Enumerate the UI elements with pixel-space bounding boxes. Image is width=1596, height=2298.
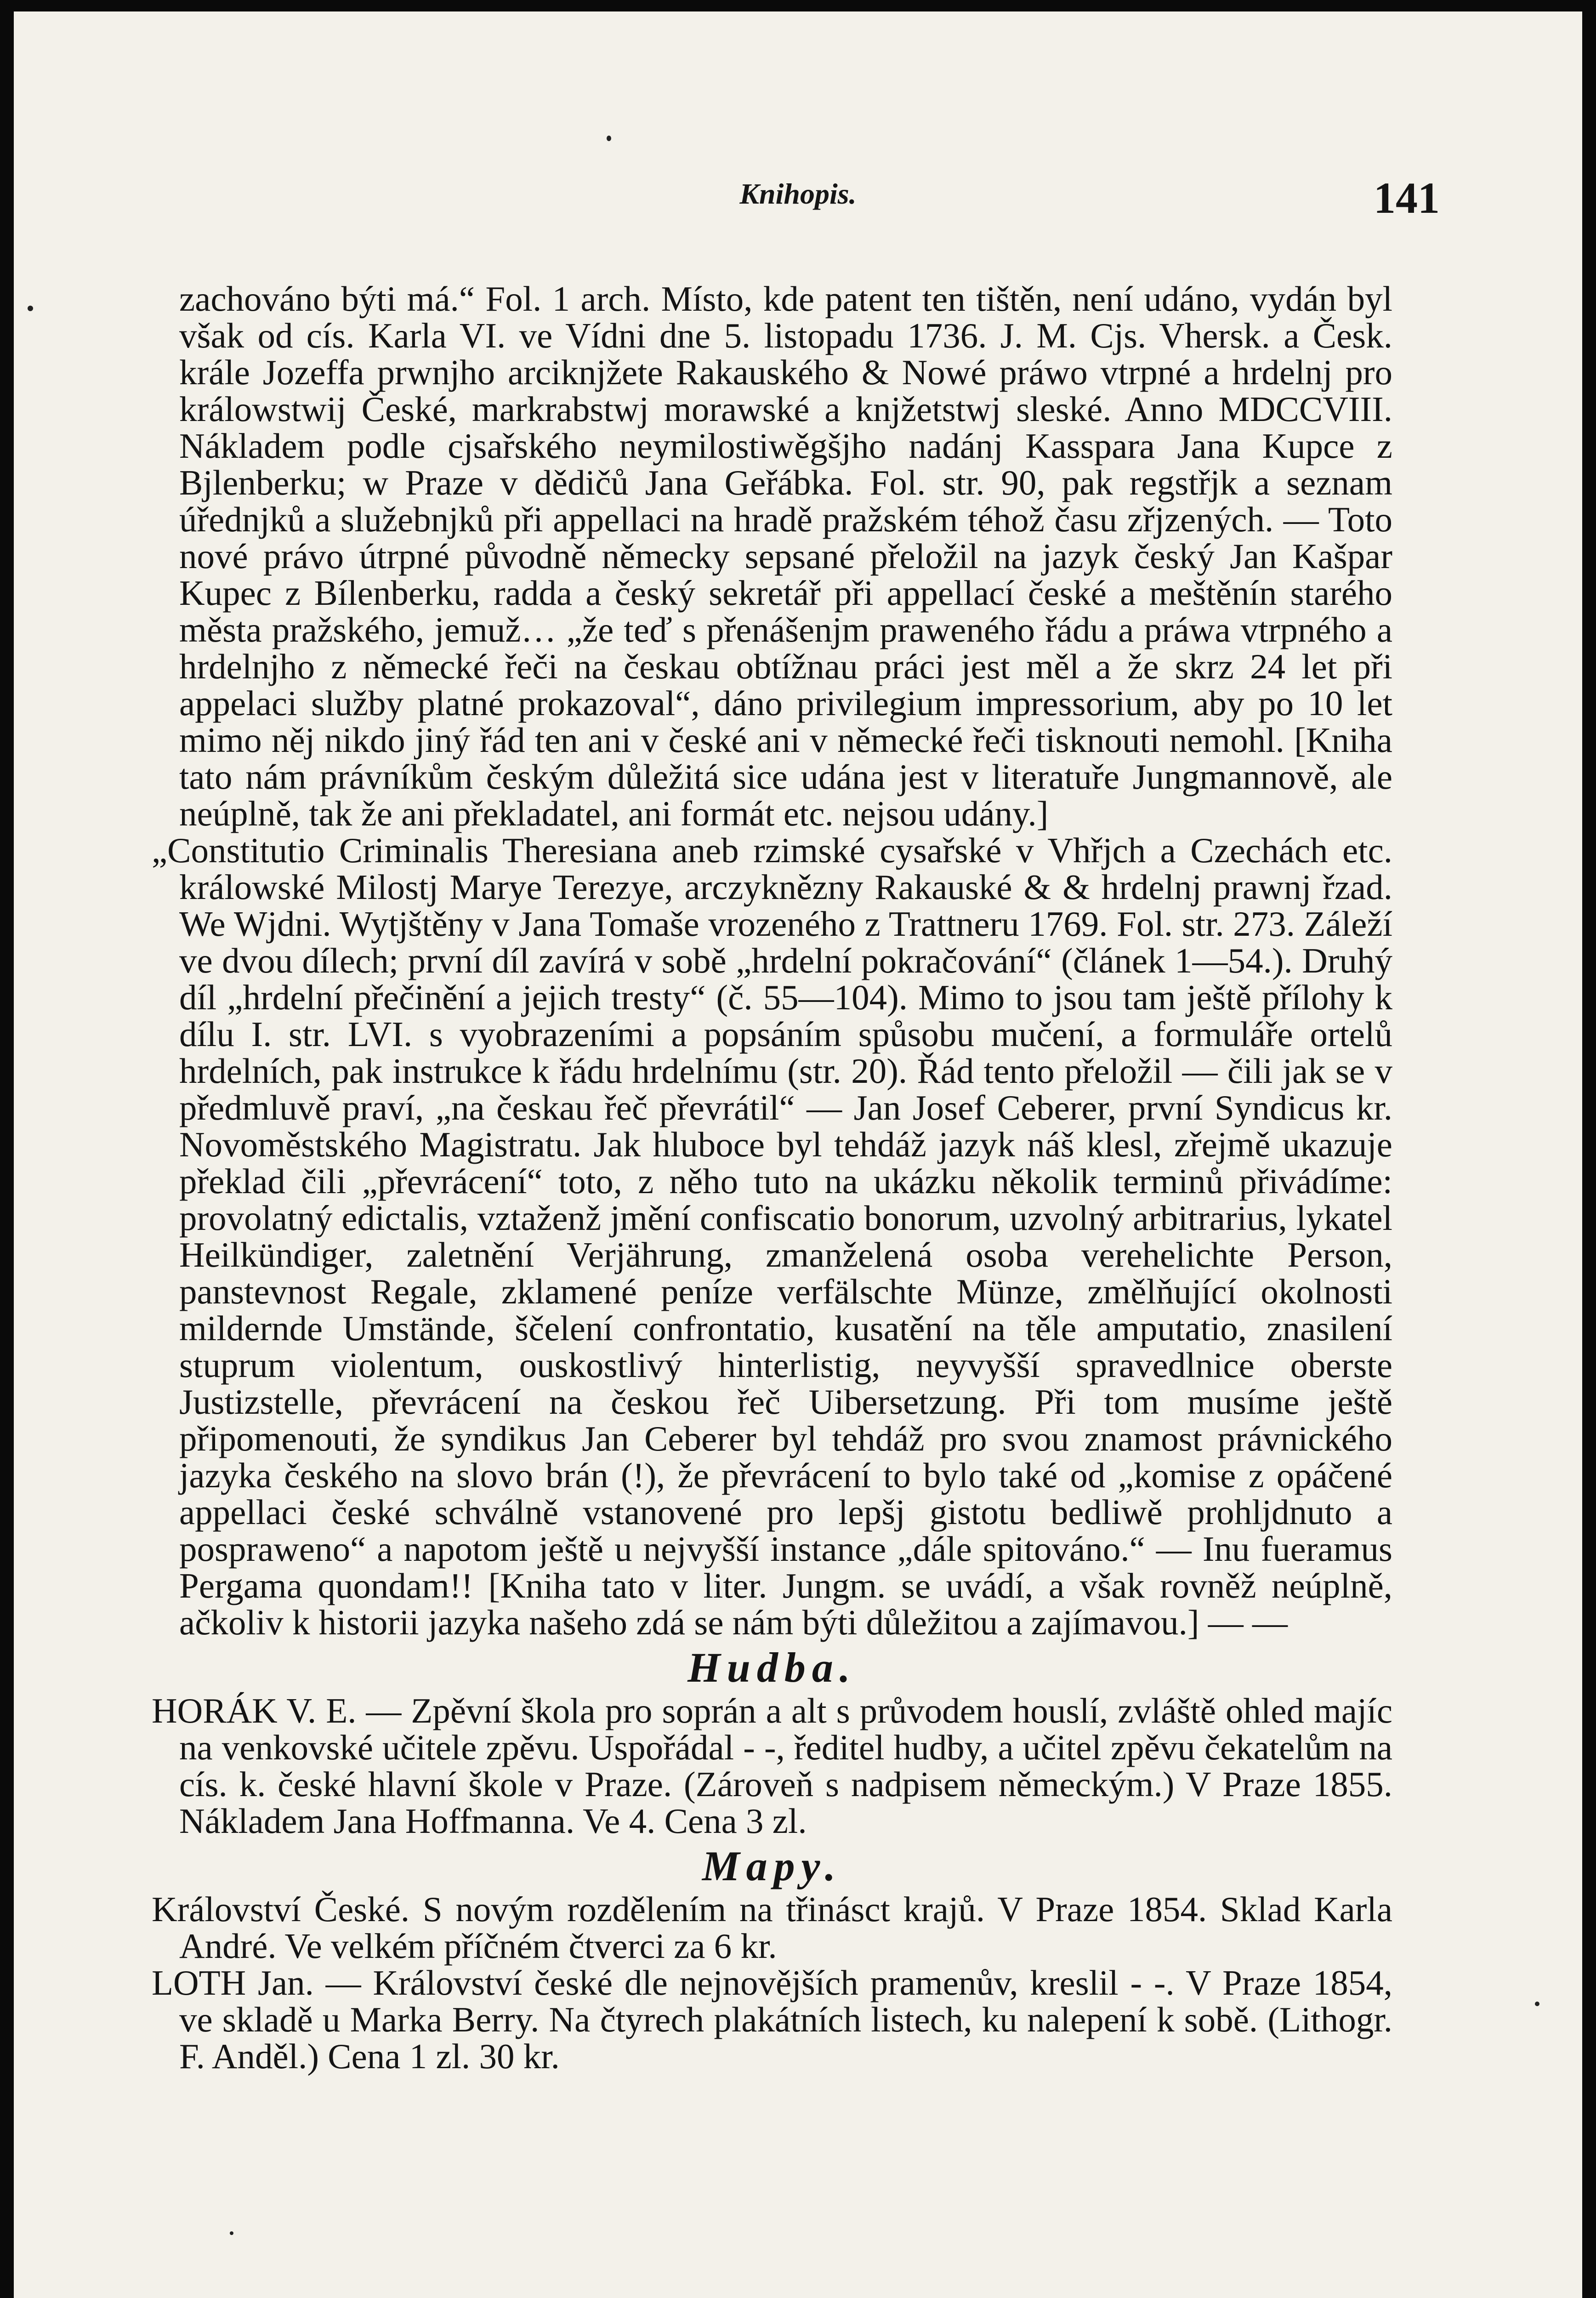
section-heading-mapy: Mapy.: [702, 1843, 842, 1889]
entry-loth: LOTH Jan. — Království české dle nejnovějších pramenův, kreslil - -. V Praze 1854, ve skladě u Marka Berry. Na čtyrech plakátních listech, ku nalepení k sobě. (Lithogr. F. Anděl.) Cena 1 zl. 30 kr.: [152, 1963, 1392, 2076]
entry-constitutio-theresiana: „Constitutio Criminalis Theresiana aneb rzimské cysařské v Vhřjch a Czechách etc. králowské Milostj Marye Terezye, arczyknězny Rakauské & & hrdelnj prawnj řzad. We Wjdni. Wytjštěny v Jana Tomaše vrozeného z Trattneru 1769. Fol. str. 273. Záleží ve dvou dílech; první díl zavírá v sobě „hrdelní pokračování“ (článek 1—54.). Druhý díl „hrdelní přečinění a jejich tresty“ (č. 55—104). Mimo to jsou tam ještě přílohy k dílu I. str. LVI. s vyobrazeními a popsáním spůsobu mučení, a formuláře ortelů hrdelních, pak instrukce k řádu hrdelnímu (str. 20). Řád tento přeložil — čili jak se v předmluvě praví, „na českau řeč převrátil“ — Jan Josef Ceberer, první Syndicus kr. Novoměstského Magistratu. Jak hluboce byl tehdáž jazyk náš klesl, zřejmě ukazuje překlad čili „převrácení“ toto, z něho tuto na ukázku několik terminů přivádíme: provolatný edictalis, vztaženž jmění confiscatio bonorum, uzvolný arbitrarius, lykatel Heilkündiger, zaletnění Verjährung, zmanželená osoba verehelichte Person, panstevnost Regale, zklamené peníze verfälschte Münze, změlňující okolnosti mildernde Umstände, ščelení confrontatio, kusatění na těle amputatio, znasilení stuprum violentum, ouskostlivý hinterlistig, neyvyšší spravedlnice oberste Justizstelle, převrácení na českou řeč Uibersetzung. Při tom musíme ještě připomenouti, že syndikus Jan Ceberer byl tehdáž pro svou znamost právnického jazyka českého na slovo brán (!), že převrácení to bylo také od „komise z opáčené appellaci české schválně vstanovené pro lepšj gistotu bedliwě prohljdnuto a pospraweno“ a napotom ještě u nejvyšší instance „dále spitováno.“ — Inu fueramus Pergama quondam!! [Kniha tato v liter. Jungm. se uvádí, a však rovněž neúplně, ačkoliv k historii jazyka našeho zdá se nám býti důležitou a zajímavou.] — —: [152, 830, 1392, 1642]
ink-speck: [1535, 2002, 1539, 2006]
entry-continuation: zachováno býti má.“ Fol. 1 arch. Místo, kde patent ten tištěn, není udáno, vydán byl však od cís. Karla VI. ve Vídni dne 5. listopadu 1736. J. M. Cjs. Vhersk. a Česk. krále Jozeffa prwnjho arciknjžete Rakauského & Nowé práwo vtrpné a hrdelnj pro králowstwij České, markrabstwj morawské a knjžetstwj sleské. Anno MDCCVIII. Nákladem podle cjsařského neymilostiwěgšjho nadánj Kasspara Jana Kupce z Bjlenberku; w Praze v dědičů Jana Geřábka. Fol. str. 90, pak regstřjk a seznam úřednjků a služebnjků při appellaci na hradě pražském téhož času zřjzených. — Toto nové právo útrpné původně německy sepsané přeložil na jazyk český Jan Kašpar Kupec z Bílenberku, radda a český sekretář při appellací české a meštěnín starého města pražského, jemuž… „že teď s přenášenjm praweného řádu a práwa vtrpného a hrdelnjho z německé řeči na českau obtížnau práci jest měl a že skrz 24 let při appelaci služby platné prokazoval“, dáno privilegium impressorium, aby po 10 let mimo něj nikdo jiný řád ten ani v české ani v německé řeči tisknouti nemohl. [Kniha tato nám právníkům českým důležitá sice udána jest v literatuře Jungmannově, ale neúplně, tak že ani překladatel, ani formát etc. nejsou udány.]: [179, 279, 1392, 833]
running-head: [14, 172, 1582, 228]
ink-speck: [607, 136, 611, 141]
page-body: [152, 280, 1392, 2075]
page-number: 141: [1374, 173, 1440, 222]
running-title: Knihopis.: [739, 177, 857, 210]
ink-speck: [28, 306, 33, 311]
book-page: [14, 11, 1582, 2298]
ink-speck: [230, 2231, 233, 2235]
entry-horak: HORÁK V. E. — Zpěvní škola pro soprán a alt s průvodem houslí, zvláště ohled majíc na venkovské učitele zpěvu. Uspořádal - -, ředitel hudby, a učitel zpěvu čekatelům na cís. k. české hlavní škole v Praze. (Zároveň s nadpisem německým.) V Praze 1855. Nákladem Jana Hoffmanna. Ve 4. Cena 3 zl.: [152, 1691, 1392, 1841]
entry-kralovstvi-ceske: Království České. S novým rozdělením na třinásct krajů. V Praze 1854. Sklad Karla André. Ve velkém příčném čtverci za 6 kr.: [152, 1889, 1392, 1966]
section-heading-hudba: Hudba.: [687, 1644, 857, 1691]
